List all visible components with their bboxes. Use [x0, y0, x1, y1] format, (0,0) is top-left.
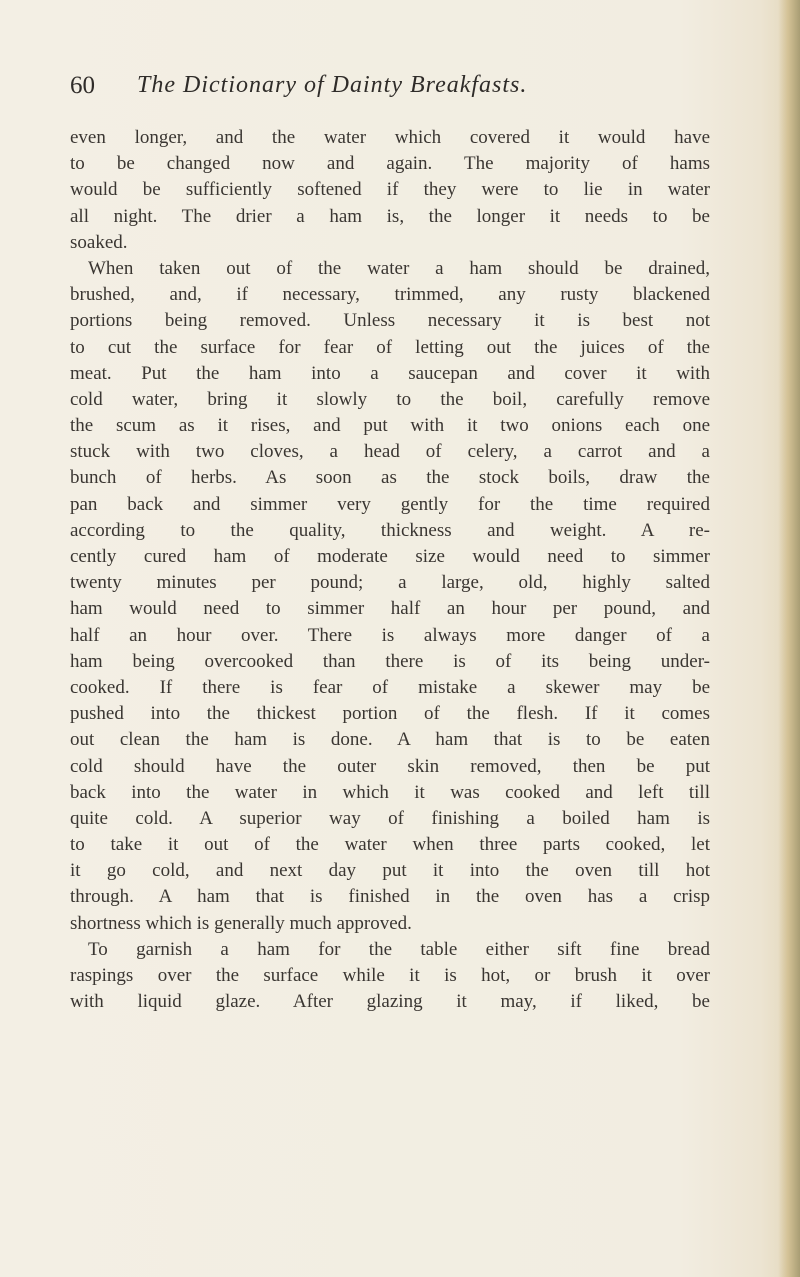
- text-line: soaked.: [70, 231, 128, 253]
- text-line: to take it out of the water when three parts cooked, let: [70, 834, 710, 856]
- text-line: ham would need to simmer half an hour per pound, and: [70, 598, 710, 620]
- body-text: [70, 125, 710, 1015]
- text-line: cold should have the outer skin removed, then be put: [70, 755, 710, 777]
- text-line: cold water, bring it slowly to the boil, carefully remove: [70, 388, 710, 410]
- text-line: through. A ham that is finished in the oven has a crisp: [70, 886, 710, 908]
- text-line: back into the water in which it was cooked and left till: [70, 781, 710, 803]
- text-line: quite cold. A superior way of finishing a boiled ham is: [70, 807, 710, 829]
- text-line: even longer, and the water which covered it would have: [70, 127, 710, 148]
- text-line: to cut the surface for fear of letting out the juices of the: [70, 336, 710, 358]
- text-line: cently cured ham of moderate size would need to simmer: [70, 546, 710, 567]
- running-head: [70, 72, 670, 112]
- text-line: would be sufficiently softened if they were to lie in water: [70, 179, 710, 201]
- text-line: meat. Put the ham into a saucepan and cover it with: [70, 362, 710, 384]
- text-line: the scum as it rises, and put with it two onions each one: [70, 415, 710, 437]
- text-line: cooked. If there is fear of mistake a skewer may be: [70, 676, 710, 698]
- text-line: out clean the ham is done. A ham that is to be eaten: [70, 729, 710, 751]
- text-line: according to the quality, thickness and weight. A re-: [70, 519, 710, 541]
- text-line: to be changed now and again. The majority of hams: [70, 153, 710, 175]
- text-line: pan back and simmer very gently for the time required: [70, 493, 710, 515]
- text-line: all night. The drier a ham is, the longer it needs to be: [70, 205, 710, 227]
- text-line: stuck with two cloves, a head of celery, a carrot and a: [70, 441, 710, 463]
- running-head-title: The Dictionary of Dainty Breakfasts.: [137, 72, 528, 98]
- page-number: 60: [70, 72, 95, 99]
- text-line: portions being removed. Unless necessary it is best not: [70, 310, 710, 332]
- page-edge-shadow: [778, 0, 800, 1277]
- text-line: shortness which is generally much approved.: [70, 912, 412, 934]
- text-line: pushed into the thickest portion of the flesh. If it comes: [70, 703, 710, 725]
- text-line: When taken out of the water a ham should be drained,: [88, 257, 710, 279]
- text-line: raspings over the surface while it is hot, or brush it over: [70, 965, 710, 986]
- text-line: brushed, and, if necessary, trimmed, any rusty blackened: [70, 284, 710, 306]
- text-line: To garnish a ham for the table either sift fine bread: [88, 938, 710, 960]
- text-line: ham being overcooked than there is of its being under-: [70, 650, 710, 672]
- text-line: half an hour over. There is always more danger of a: [70, 624, 710, 646]
- text-line: with liquid glaze. After glazing it may, if liked, be: [70, 991, 710, 1013]
- text-line: twenty minutes per pound; a large, old, highly salted: [70, 572, 710, 594]
- text-line: bunch of herbs. As soon as the stock boils, draw the: [70, 467, 710, 489]
- text-line: it go cold, and next day put it into the oven till hot: [70, 860, 710, 882]
